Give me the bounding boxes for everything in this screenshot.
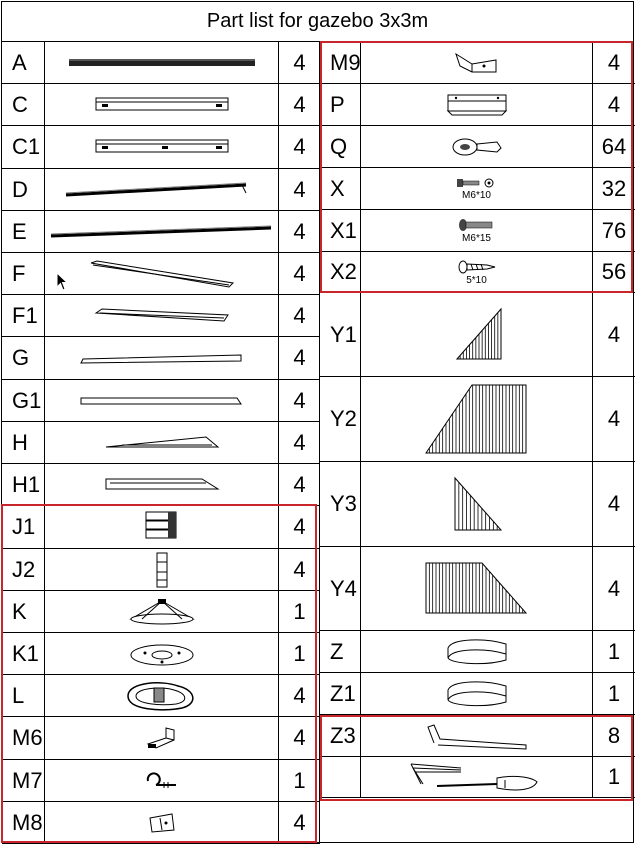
stack-j1-icon (142, 509, 182, 545)
part-quantity: 4 (607, 321, 621, 347)
column-divider (319, 42, 320, 844)
table-row (320, 168, 635, 210)
part-quantity: 8 (607, 722, 621, 748)
part-code: F (12, 260, 26, 286)
table-row (2, 211, 320, 253)
part-illustration (44, 633, 279, 674)
part-illustration (44, 253, 279, 294)
table-row (2, 633, 320, 675)
part-illustration (44, 717, 279, 759)
clip-m8-icon (146, 810, 178, 836)
part-code: M6 (12, 725, 43, 750)
connector-q-icon (447, 134, 507, 160)
tool-set-icon (407, 760, 547, 794)
part-code: G (12, 345, 30, 370)
part-illustration (44, 337, 279, 379)
strip-h1-icon (102, 475, 222, 495)
cushion-z-icon (442, 634, 512, 670)
hook-m7-icon (142, 767, 182, 795)
strip-g-icon (77, 351, 247, 365)
part-code: M9 (330, 49, 361, 75)
screw-x2-icon (457, 259, 497, 275)
table-row (2, 422, 320, 464)
part-quantity: 1 (293, 640, 306, 666)
panel-y1-icon (447, 305, 507, 365)
part-code: Q (330, 133, 348, 159)
parts-table (1, 1, 634, 843)
part-illustration (360, 252, 593, 292)
part-code: H1 (12, 471, 41, 497)
part-illustration (44, 42, 279, 83)
rail-e-icon (47, 224, 277, 240)
long-bar-icon (67, 56, 257, 70)
table-row (2, 717, 320, 760)
part-quantity: 4 (293, 260, 306, 286)
base-plate-l-icon (122, 678, 202, 714)
part-quantity: 1 (607, 680, 621, 706)
table-row (320, 42, 635, 84)
part-illustration (360, 547, 593, 630)
table-row (2, 42, 320, 84)
diagonal-f-icon (87, 257, 237, 291)
plate-p-icon (442, 91, 512, 119)
part-illustration (44, 295, 279, 336)
panel-y3-icon (447, 474, 507, 534)
part-illustration (44, 422, 279, 463)
cushion-z1-icon (442, 676, 512, 712)
part-quantity: 4 (293, 725, 306, 750)
part-code: X2 (330, 259, 357, 284)
part-code (320, 757, 360, 797)
part-quantity: 4 (293, 514, 306, 539)
part-code: M8 (12, 809, 43, 835)
part-quantity: 4 (293, 556, 306, 582)
part-quantity: 32 (601, 175, 627, 201)
table-row (2, 802, 320, 844)
table-row (2, 464, 320, 506)
part-code: H (12, 429, 28, 455)
part-code: L (12, 682, 25, 708)
part-code: X1 (330, 217, 357, 243)
part-quantity: 56 (601, 259, 627, 284)
table-row (320, 293, 635, 377)
part-illustration (44, 169, 279, 210)
part-illustration (360, 210, 593, 251)
part-code: J2 (12, 556, 36, 582)
part-quantity: 1 (607, 764, 621, 789)
panel-y2-icon (422, 379, 532, 459)
table-row (320, 126, 635, 168)
table-row (320, 715, 635, 757)
table-row (320, 210, 635, 252)
part-code: G1 (12, 387, 42, 413)
part-quantity: 4 (293, 134, 306, 159)
table-row (2, 760, 320, 802)
part-size-note: M6*10 (462, 190, 491, 201)
hub-k1-icon (127, 639, 197, 669)
part-quantity: 4 (293, 218, 306, 244)
mouse-cursor-icon (56, 272, 70, 292)
part-quantity: 4 (293, 471, 306, 497)
part-illustration (360, 42, 593, 83)
table-row (320, 462, 635, 547)
table-row (320, 84, 635, 126)
bracket-m6-icon (142, 724, 182, 752)
table-row (2, 253, 320, 295)
part-quantity: 1 (293, 598, 306, 624)
strip-g1-icon (77, 394, 247, 408)
part-code: Y2 (330, 406, 357, 431)
part-illustration (360, 293, 593, 376)
part-code: Z (330, 638, 344, 664)
part-illustration (360, 715, 593, 756)
bar-f1-icon (92, 305, 232, 327)
part-illustration (44, 380, 279, 421)
part-illustration (360, 377, 593, 461)
table-row (2, 549, 320, 591)
part-quantity: 4 (293, 176, 306, 202)
table-row (320, 252, 635, 293)
part-code: A (12, 49, 27, 75)
bolt-x-icon (455, 176, 499, 190)
part-illustration (44, 464, 279, 505)
part-code: D (12, 176, 28, 202)
table-row (320, 377, 635, 462)
hub-k-icon (127, 597, 197, 627)
hex-key-icon (422, 721, 532, 751)
part-quantity: 4 (293, 49, 306, 75)
table-row (2, 295, 320, 337)
table-row (2, 337, 320, 380)
part-illustration (360, 84, 593, 125)
panel-y4-icon (422, 559, 532, 619)
part-code: Y3 (330, 491, 357, 516)
table-row (2, 506, 320, 549)
part-code: J1 (12, 514, 36, 539)
part-quantity: 4 (607, 91, 621, 117)
part-code: Z3 (330, 722, 356, 748)
part-size-note: 5*10 (466, 274, 487, 286)
part-quantity: 1 (293, 767, 306, 793)
part-quantity: 4 (607, 491, 621, 516)
part-illustration (44, 760, 279, 801)
table-row (320, 673, 635, 715)
part-quantity: 4 (293, 682, 306, 708)
part-quantity: 4 (607, 406, 621, 431)
part-quantity: 4 (293, 345, 306, 370)
post-j2-icon (152, 550, 172, 590)
part-code: K1 (12, 640, 39, 666)
part-quantity: 4 (293, 387, 306, 413)
bracket-m9-icon (452, 50, 502, 76)
strip-h-icon (102, 433, 222, 453)
part-illustration (44, 802, 279, 843)
rail-d-icon (62, 181, 262, 199)
part-illustration (44, 84, 279, 125)
table-row (2, 675, 320, 717)
table-row (320, 631, 635, 673)
part-size-note: M6*15 (462, 233, 491, 244)
part-code: F1 (12, 302, 38, 328)
table-row (2, 126, 320, 169)
part-code: C1 (12, 134, 41, 159)
table-row (2, 591, 320, 633)
part-illustration (360, 126, 593, 167)
part-illustration (44, 591, 279, 632)
part-quantity: 4 (293, 809, 306, 835)
part-code: C (12, 91, 28, 117)
part-quantity: 4 (293, 91, 306, 117)
part-code: E (12, 218, 27, 244)
part-quantity: 4 (293, 429, 306, 455)
part-code: K (12, 598, 27, 624)
part-quantity: 4 (293, 302, 306, 328)
part-quantity: 4 (607, 49, 621, 75)
part-quantity: 4 (607, 575, 621, 601)
part-code: Y4 (330, 575, 357, 601)
part-illustration (44, 549, 279, 590)
beam-c1-icon (92, 136, 232, 158)
bolt-x1-icon (457, 217, 497, 233)
part-code: X (330, 175, 345, 201)
part-illustration (360, 462, 593, 546)
table-title: Part list for gazebo 3x3m (2, 2, 633, 42)
table-row (320, 757, 635, 798)
part-illustration (360, 631, 593, 672)
part-code: P (330, 91, 345, 117)
part-illustration (44, 506, 279, 548)
table-row (2, 380, 320, 422)
part-illustration (44, 211, 279, 252)
part-illustration (360, 168, 593, 209)
part-code: M7 (12, 767, 43, 793)
table-row (320, 547, 635, 631)
part-quantity: 76 (601, 217, 627, 243)
table-row (2, 169, 320, 211)
part-code: Y1 (330, 321, 357, 347)
table-row (2, 84, 320, 126)
part-code: Z1 (330, 680, 356, 706)
part-illustration (44, 126, 279, 168)
part-quantity: 64 (601, 133, 627, 159)
part-illustration (44, 675, 279, 716)
part-illustration (360, 673, 593, 714)
part-quantity: 1 (607, 638, 621, 664)
beam-c-icon (92, 94, 232, 116)
part-illustration (360, 757, 593, 797)
